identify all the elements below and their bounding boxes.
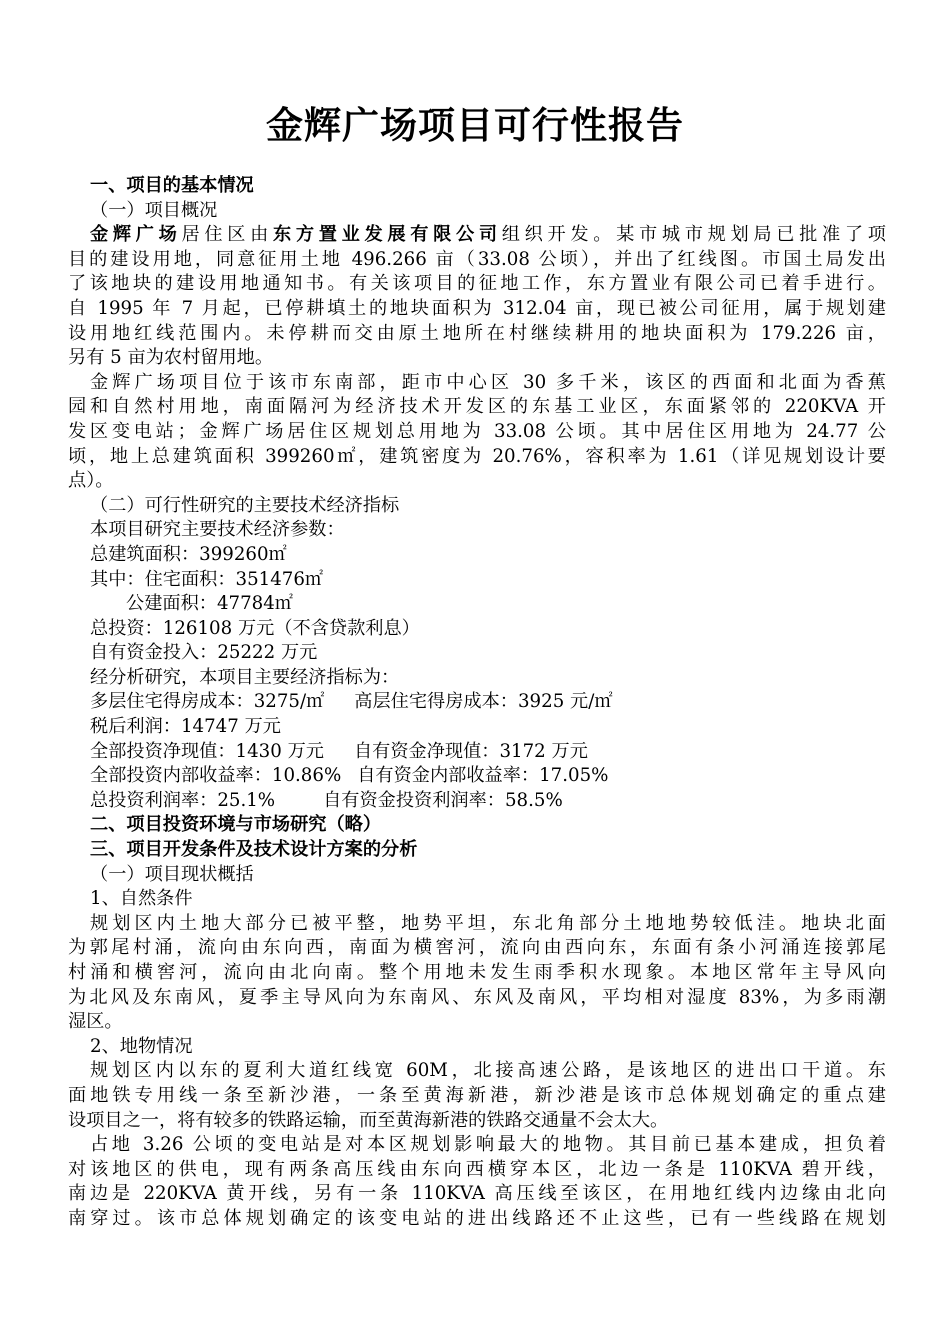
total-area: 总建筑面积：399260㎡ (90, 543, 287, 565)
irr-own: 自有资金内部收益率：17.05% (357, 765, 609, 787)
paragraph-location-line: 金辉广场项目位于该市东南部，距市中心区 30 多千米，该区的西面和北面为香蕉 (90, 371, 886, 393)
paragraph-natural-line: 湿区。 (68, 1011, 123, 1033)
after-tax-profit: 税后利润：14747 万元 (90, 716, 281, 738)
paragraph-substation-line: 南穿过。该市总体规划确定的该变电站的进出线路还不止这些，已有一些线路在规划 (68, 1207, 886, 1229)
own-funds: 自有资金投入：25222 万元 (90, 642, 318, 664)
text-span: 居住区由 (181, 224, 274, 246)
roi-row (68, 789, 886, 814)
irr-row (68, 764, 886, 789)
paragraph-overview-line: 设用地红线范围内。未停耕而交由原土地所在村继续耕用的地块面积为 179.226 亩， (68, 322, 886, 344)
paragraph-natural-line: 村涌和横窖河，流向由北向南。整个用地未发生雨季积水现象。本地区常年主导风向 (68, 962, 886, 983)
npv-total: 全部投资净现值：1430 万元 (90, 740, 324, 762)
text-span: 组织开发。某市城市规划局已批准了项 (501, 224, 886, 246)
npv-own: 自有资金净现值：3172 万元 (353, 740, 588, 762)
roi-total: 总投资利润率：25.1% (90, 789, 276, 811)
subsection-indicators-heading: （二）可行性研究的主要技术经济指标 (90, 494, 400, 516)
high-rise-cost: 高层住宅得房成本：3925 元/㎡ (354, 691, 613, 713)
report-title: 金辉广场项目可行性报告 (266, 104, 684, 147)
paragraph-natural-line: 为郭尾村涌，流向由东向西，南面为横窖河，流向由西向东，东面有条小河涌连接郭尾 (68, 937, 886, 959)
paragraph-overview-line: 目的建设用地，同意征用土地 496.266 亩（33.08 公顷），并出了红线图。市国土局发出 (68, 248, 886, 270)
section-1-heading: 一、项目的基本情况 (90, 175, 254, 196)
paragraph-overview-line: 了该地块的建设用地通知书。有关该项目的征地工作，东方置业有限公司已着手进行。 (68, 273, 886, 295)
paragraph-natural-line: 为北风及东南风，夏季主导风向为东南风、东风及南风，平均相对湿度 83%，为多雨潮 (68, 986, 886, 1008)
irr-total: 全部投资内部收益率：10.86% (90, 765, 342, 787)
total-investment: 总投资：126108 万元（不含贷款利息） (90, 617, 420, 639)
paragraph-overview-line (68, 223, 886, 248)
paragraph-location-line: 发区变电站；金辉广场居住区规划总用地为 33.08 公顷。其中居住区用地为 24.77 公 (68, 420, 886, 442)
paragraph-substation-line: 对该地区的供电，现有两条高压线由东向西横穿本区，北边一条是 110KVA 碧开线， (68, 1158, 886, 1180)
company-name-bold: 东方置业发展有限公司 (273, 224, 502, 246)
params-intro: 本项目研究主要技术经济参数： (90, 519, 345, 541)
npv-row (68, 740, 886, 765)
roi-own: 自有资金投资利润率：58.5% (323, 789, 563, 811)
project-name-bold: 金辉广场 (90, 224, 182, 246)
paragraph-location-line: 园和自然村用地，南面隔河为经济技术开发区的东基工业区，东面紧邻的 220KVA 开 (68, 396, 886, 418)
section-2-heading: 二、项目投资环境与市场研究（略） (90, 814, 382, 836)
paragraph-ground-line: 规划区内以东的夏利大道红线宽 60M，北接高速公路，是该地区的进出口干道。东 (90, 1060, 886, 1082)
paragraph-overview-line: 自 1995 年 7 月起，已停耕填土的地块面积为 312.04 亩，现已被公司征用，属于规划建 (68, 297, 886, 319)
subsection-overview-heading: （一）项目概况 (90, 199, 218, 221)
paragraph-ground-line: 设项目之一，将有较多的铁路运输，而至黄海新港的铁路交通量不会太大。 (68, 1109, 669, 1131)
natural-conditions-heading: 1、自然条件 (90, 888, 193, 910)
public-area: 公建面积：47784㎡ (126, 593, 293, 615)
indicators-intro: 经分析研究，本项目主要经济指标为： (90, 666, 400, 688)
multi-storey-cost: 多层住宅得房成本：3275/㎡ (90, 691, 325, 713)
residential-area: 其中：住宅面积：351476㎡ (90, 568, 324, 590)
paragraph-substation-line: 占地 3.26 公顷的变电站是对本区规划影响最大的地物。其目前已基本建成，担负着 (90, 1134, 886, 1156)
cost-row (68, 690, 886, 715)
section-3-heading: 三、项目开发条件及技术设计方案的分析 (90, 839, 418, 861)
paragraph-location-line: 点）。 (68, 470, 114, 492)
paragraph-natural-line: 规划区内土地大部分已被平整，地势平坦，东北角部分土地地势较低洼。地块北面 (90, 912, 886, 934)
paragraph-overview-line: 另有 5 亩为农村留用地。 (68, 347, 274, 369)
paragraph-ground-line: 面地铁专用线一条至新沙港，一条至黄海新港，新沙港是该市总体规划确定的重点建 (68, 1084, 886, 1106)
ground-features-heading: 2、地物情况 (90, 1035, 193, 1057)
report-body (68, 174, 886, 1232)
paragraph-location-line: 顷，地上总建筑面积 399260㎡，建筑密度为 20.76%，容积率为 1.61（详见规划设计要 (68, 445, 886, 467)
subsection-status-heading: （一）项目现状概括 (90, 863, 254, 885)
paragraph-substation-line: 南边是 220KVA 黄开线，另有一条 110KVA 高压线至该区，在用地红线内边缘由北向 (68, 1183, 886, 1205)
